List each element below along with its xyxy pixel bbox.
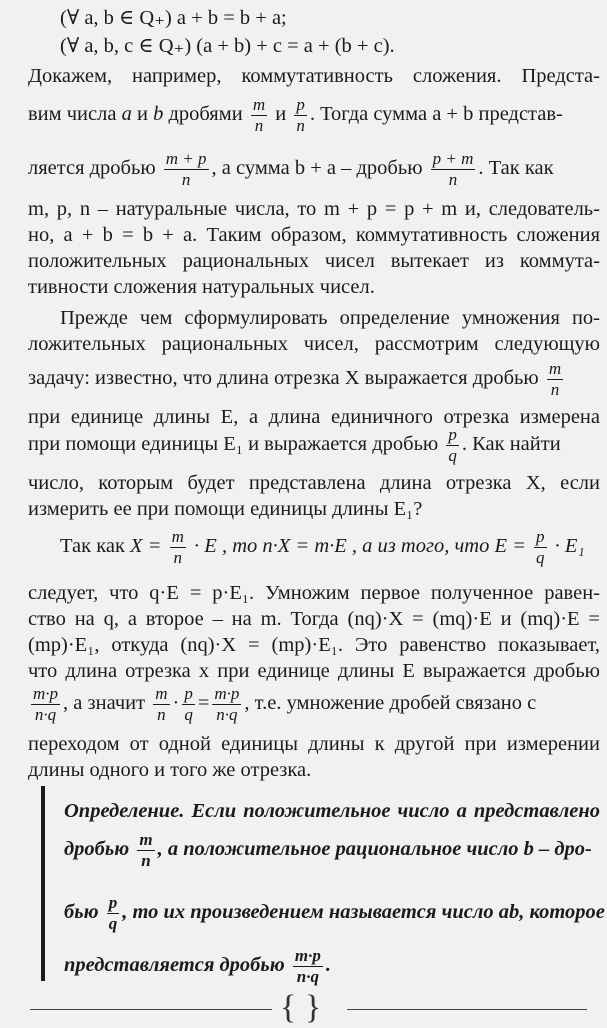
fraction-mp-nq: $\frac{m\cdot p}{n\cdot q}$ xyxy=(33,684,59,724)
definition-line-3: бью $\frac{p}{q}$ , то их произведением называется число ab, которое xyxy=(64,893,605,933)
p1-line-1: Докажем, например, коммутативность сложения. Предста- xyxy=(28,65,600,87)
p3-line-2: следует, что q·E = p·E₁. Умножим первое полученное равен- xyxy=(28,582,600,604)
p3-line-1: Так как X = $\frac{m}{n}$ · E , то n·X = m·E , а из того, что E = $\frac{p}{q}$ · E₁ xyxy=(60,527,585,567)
p3-line-3: ство на q, а второе – на m. Тогда (nq)·X = (mq)·E и (mq)·E = xyxy=(28,608,600,630)
footer-rule-left xyxy=(30,1009,272,1010)
p1-line-3: ляется дробью $\frac{m + p}{n}$ , а сумма b + a – дробью $\frac{p + m}{n}$ . Так как xyxy=(28,149,554,189)
p1-line-6: положительных рациональных чисел вытекает из коммута- xyxy=(28,250,600,272)
fraction-p-q: $\frac{p}{q}$ xyxy=(448,425,457,465)
definition-line-2: дробью $\frac{m}{n}$ , а положительное рациональное число b – дро- xyxy=(64,830,592,870)
p1-line-5: но, a + b = b + a. Таким образом, коммутативность сложения xyxy=(28,224,600,246)
fraction-p-q: $\frac{p}{q}$ xyxy=(108,893,118,933)
fraction-p-q: $\frac{p}{q}$ xyxy=(184,684,193,724)
definition-margin-bar xyxy=(41,786,45,981)
p2-line-3: задачу: известно, что длина отрезка X выражается дробью $\frac{m}{n}$ xyxy=(28,359,562,399)
fraction-m-plus-p: $\frac{m + p}{n}$ xyxy=(165,149,207,189)
fraction-mp-nq: $\frac{m\cdot p}{n\cdot q}$ xyxy=(294,946,321,986)
fraction-p-q: $\frac{p}{q}$ xyxy=(536,527,545,567)
p3-line-4: (mp)·E₁, откуда (nq)·X = (mp)·E₁. Это равенство показывает, xyxy=(28,634,600,656)
p2-line-7: измерить ее при помощи единицы длины E₁? xyxy=(28,498,423,520)
p2-line-2: ложительных рациональных чисел, рассмотрим следующую xyxy=(28,333,600,355)
definition-line-1: Определение. Если положительное число a представлено xyxy=(64,800,600,822)
p2-line-5: при помощи единицы E₁ и выражается дробью $\frac{p}{q}$ . Как найти xyxy=(28,425,561,465)
p3-line-6: $\frac{m\cdot p}{n\cdot q}$ , а значит $\frac{m}{n}$ · $\frac{p}{q}$ = $\frac{m\cdot p}{n\cdot q}$ , т.е. умножение дробей связано с xyxy=(33,684,537,724)
p2-line-6: число, которым будет представлена длина отрезка X, если xyxy=(28,472,600,494)
axiom-commutativity: (∀ a, b ∈ Q₊) a + b = b + a; xyxy=(60,7,287,29)
axiom-associativity: (∀ a, b, c ∈ Q₊) (a + b) + c = a + (b + c). xyxy=(60,35,395,57)
p3-line-5: что длина отрезка x при единице длины E выражается дробью xyxy=(28,660,600,682)
fraction-m-n: $\frac{m}{n}$ xyxy=(155,684,168,724)
fraction-mp-nq: $\frac{m\cdot p}{n\cdot q}$ xyxy=(214,684,240,724)
footer-rule-right xyxy=(347,1009,587,1010)
p1-line-4: m, p, n – натуральные числа, то m + p = p + m и, следователь- xyxy=(28,198,600,220)
p1-line-7: тивности сложения натуральных чисел. xyxy=(28,276,375,298)
fraction-p-n: $\frac{p}{n}$ xyxy=(296,95,305,135)
fraction-m-n: $\frac{m}{n}$ xyxy=(171,527,184,567)
p3-line-7: переходом от одной единицы длины к другой при измерении xyxy=(28,733,600,755)
p1-line-2: вим числа a и b дробями $\frac{m}{n}$ и $\frac{p}{n}$ . Тогда сумма a + b представ- xyxy=(28,95,563,135)
definition-line-4: представляется дробью $\frac{m\cdot p}{n\cdot q}$ . xyxy=(64,946,331,986)
p2-line-4: при единице длины E, а длина единичного отрезка измерена xyxy=(28,406,600,428)
p3-line-8: длины одного и того же отрезка. xyxy=(28,759,312,781)
p2-line-1: Прежде чем сформулировать определение умножения по- xyxy=(60,307,600,329)
fraction-m-n: $\frac{m}{n}$ xyxy=(139,830,153,870)
page-number-bracket: { } xyxy=(280,989,322,1026)
fraction-m-n: $\frac{m}{n}$ xyxy=(548,359,562,399)
fraction-p-plus-m: $\frac{p + m}{n}$ xyxy=(432,149,474,189)
fraction-m-n: $\frac{m}{n}$ xyxy=(252,95,266,135)
